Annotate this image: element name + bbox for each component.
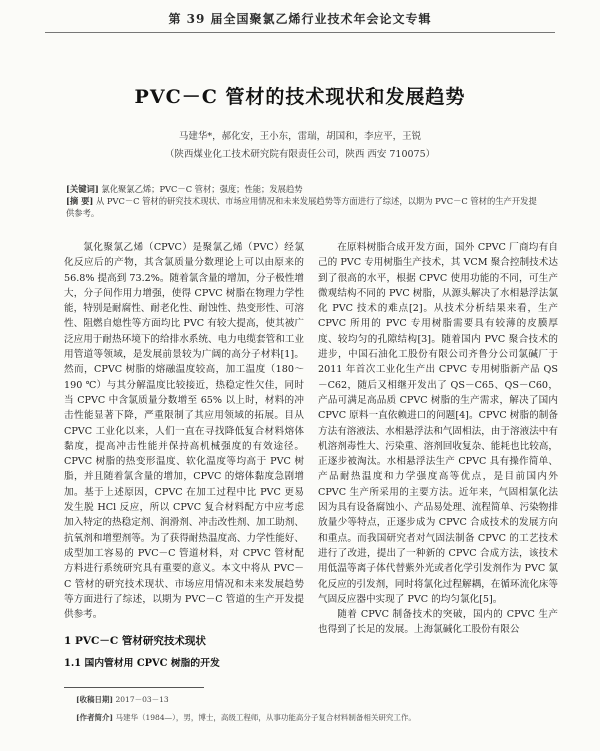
- keywords-text: 氯化聚氯乙烯；PVC－C 管材；强度；性能；发展趋势: [101, 184, 303, 194]
- left-column: [64, 240, 304, 622]
- header-rule: [45, 32, 555, 33]
- paper-title: PVC－C 管材的技术现状和发展趋势: [134, 86, 466, 108]
- received-label: [收稿日期]: [76, 695, 114, 704]
- received-date: 2017－03－13: [115, 695, 169, 704]
- section-heading-1: 1 PVC－C 管材研究技术现状: [64, 635, 206, 647]
- keywords-label: [关键词]: [66, 184, 99, 194]
- right-paragraph-1: 在原料树脂合成开发方面，国外 CPVC 厂商均有自己的 PVC 专用树脂生产技术，其 VCM 聚合控制技术达到了很高的水平，根据 CPVC 使用功能的不同，可生产微观结构不同的 PVC 树脂，从源头解决了水相悬浮法氯化 PVC 技术的难点[2]。从技术分析结果来看，生产 CPVC 所用的 PVC 专用树脂需要具有较薄的皮膜厚度、较均匀的孔隙结构[3]。随着国内 PVC 聚合技术的进步，中国石油化工股份有限公司齐鲁分公司氯碱厂于 2011 年首次工业化生产出 CPVC 专用树脂新产品 QS－C62，随后又相继开发出了 QS－C65、QS－C60，产品可满足高品质 CPVC 树脂的生产需求，解决了国内 CPVC 原料一直依赖进口的问题[4]。CPVC 树脂的制备方法有溶液法、水相悬浮法和气固相法，由于溶液法中有机溶剂毒性大、污染重、溶剂回收复杂、能耗也比较高，正逐步被淘汰。水相悬浮法生产 CPVC 具有操作简单、产品耐热温度和力学强度高等优点，是目前国内外 CPVC 生产所采用的主要方法。近年来，气固相氯化法因为具有设备腐蚀小、产品易处理、流程简单、污染物排放量少等特点，正逐步成为 CPVC 合成技术的发展方向和重点。而我国研究者对气固法制备 CPVC 的工艺技术进行了改进，提出了一种新的 CPVC 合成方法，该技术用低温等离子体代替紫外光或者化学引发剂作为 PVC 氯化反应的引发剂，同时将氯化过程解耦，在循环流化床等气固反应器中实现了 PVC 的均匀氯化[5]。: [318, 242, 558, 605]
- keywords-abstract-block: [66, 183, 542, 219]
- footnote-received: [76, 694, 169, 705]
- footnote-rule: [64, 687, 204, 688]
- author-bio: 马建华（1984—），男，博士，高级工程师，从事功能高分子复合材料制备相关研究工作。: [115, 713, 416, 722]
- abstract-label: [摘 要]: [66, 196, 94, 206]
- running-header: 第 39 届全国聚氯乙烯行业技术年会论文专辑: [168, 12, 432, 26]
- section-heading-1-1: 1.1 国内管材用 CPVC 树脂的开发: [64, 658, 220, 669]
- affiliation: （陕西煤业化工技术研究院有限责任公司，陕西 西安 710075）: [164, 149, 436, 160]
- abstract-text: 从 PVC－C 管材的研究技术现状、市场应用情况和未来发展趋势等方面进行了综述，以期为 PVC－C 管材的生产开发提供参考。: [66, 196, 537, 218]
- right-paragraph-2: 随着 CPVC 制备技术的突破，国内的 CPVC 生产也得到了长足的发展。上海氯碱化工股份有限公: [318, 609, 558, 636]
- author-bio-label: [作者简介]: [76, 713, 114, 722]
- right-column: [318, 240, 558, 638]
- footnote-author: [76, 712, 416, 723]
- intro-paragraph: 氯化聚氯乙烯（CPVC）是聚氯乙烯（PVC）经氯化反应后的产物，其含氯质量分数理论上可以由原来的 56.8% 提高到 73.2%。随着氯含量的增加，分子极性增大，分子间作用力增强，使得 CPVC 树脂在物理力学性能，特别是耐腐性、耐老化性、耐蚀性、热变形性、可溶性、阻燃自熄性等方面均比 PVC 有较大提高，使其被广泛应用于耐热环境下的给排水系统、电力电缆套管和工业用管道等领域，是发展前景较为广阔的高分子材料[1]。然而，CPVC 树脂的熔融温度较高，加工温度（180～190 ℃）与其分解温度比较接近，热稳定性欠佳，同时当 CPVC 中含氯质量分数增至 65% 以上时，材料的冲击性能显著下降，严重限制了其应用领域的拓展。目从 CPVC 工业化以来，人们一直在寻找降低复合材料熔体黏度，提高冲击性能并保持高机械强度的有效途径。CPVC 树脂的热变形温度、软化温度等均高于 PVC 树脂，并且随着氯含量的增加，CPVC 的熔体黏度急剧增加。基于上述原因，CPVC 在加工过程中比 PVC 更易发生脱 HCl 反应，所以 CPVC 复合材料配方中应考虑加入特定的热稳定剂、润滑剂、冲击改性剂、加工助剂、抗氧剂和增塑剂等。为了获得耐热温度高、力学性能好、成型加工容易的 PVC－C 管道材料，对 CPVC 管材配方料进行系统研究具有重要的意义。本文中将从 PVC－C 管材的研究技术现状、市场应用情况和未来发展趋势等方面进行了综述，以期为 PVC－C 管道的生产开发提供参考。: [64, 242, 304, 621]
- abstract-line: [66, 195, 542, 219]
- keywords-line: [66, 183, 542, 195]
- author-list: 马建华*，郝化安，王小东，雷瑞，胡国和，李应平，王锐: [178, 131, 422, 142]
